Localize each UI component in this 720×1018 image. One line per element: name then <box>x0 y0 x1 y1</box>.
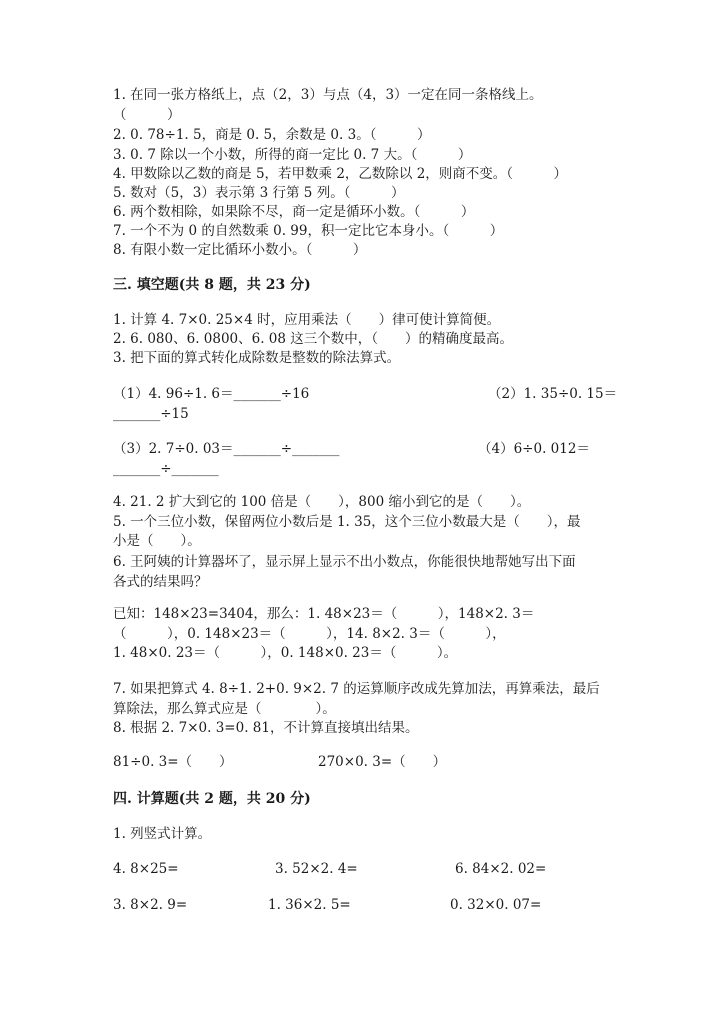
s3-q4: 4. 21. 2 扩大到它的 100 倍是（ ），800 缩小到它的是（ ）。 <box>113 494 531 510</box>
s3-q6-line3: 已知：148×23=3404，那么：1. 48×23＝（ ），148×2. 3＝ <box>113 606 535 622</box>
s3-q1: 1. 计算 4. 7×0. 25×4 时，应用乘法（ ）律可使计算简便。 <box>113 312 501 328</box>
calc-item: 0. 32×0. 07= <box>450 897 542 913</box>
judge-item-5: 5. 数对（5，3）表示第 3 行第 5 列。（ ） <box>113 185 405 201</box>
judge-item-3: 3. 0. 7 除以一个小数，所得的商一定比 0. 7 大。（ ） <box>113 147 472 163</box>
judge-item-7: 7. 一个不为 0 的自然数乘 0. 99，积一定比它本身小。（ ） <box>113 223 504 239</box>
calc-item: 6. 84×2. 02= <box>455 861 547 877</box>
s3-q5-line2: 小是（ ）。 <box>113 533 201 549</box>
s3-q8-b: 270×0. 3=（ ） <box>318 754 447 770</box>
s3-q3-part3: （3）2. 7÷0. 03＝_______÷_______ <box>113 441 340 457</box>
s3-q3-part2: （2）1. 35÷0. 15＝ <box>488 386 618 402</box>
section3-heading: 三. 填空题(共 8 题，共 23 分) <box>113 277 311 293</box>
s3-q3-part1: （1）4. 96÷1. 6＝_______÷16 <box>113 386 310 402</box>
s3-q6-line4: （ ），0. 148×23＝（ ），14. 8×2. 3＝（ ）， <box>113 626 506 642</box>
s3-q8-a: 81÷0. 3=（ ） <box>113 754 233 770</box>
s3-q6-line5: 1. 48×0. 23＝（ ），0. 148×0. 23＝（ ）。 <box>113 645 458 661</box>
s3-q6-line1: 6. 王阿姨的计算器坏了，显示屏上显示不出小数点，你能很快地帮她写出下面 <box>113 554 576 570</box>
judge-item-8: 8. 有限小数一定比循环小数小。（ ） <box>113 242 367 258</box>
s3-q8: 8. 根据 2. 7×0. 3=0. 81，不计算直接填出结果。 <box>113 720 419 736</box>
judge-item-2: 2. 0. 78÷1. 5，商是 0. 5，余数是 0. 3。（ ） <box>113 127 431 143</box>
section4-heading: 四. 计算题(共 2 题，共 20 分) <box>113 791 311 807</box>
s4-q1: 1. 列竖式计算。 <box>113 826 212 842</box>
s3-q2: 2. 6. 080、6. 0800、6. 08 这三个数中，（ ）的精确度最高。 <box>113 331 514 347</box>
calc-item: 3. 52×2. 4= <box>275 861 358 877</box>
judge-item-1: 1. 在同一张方格纸上，点（2，3）与点（4，3）一定在同一条格线上。 <box>113 87 543 103</box>
s3-q5-line1: 5. 一个三位小数，保留两位小数后是 1. 35，这个三位小数最大是（ ），最 <box>113 514 581 530</box>
s3-q3: 3. 把下面的算式转化成除数是整数的除法算式。 <box>113 350 401 366</box>
s3-q3-part2-cont: _______÷15 <box>113 406 189 422</box>
s3-q7-line1: 7. 如果把算式 4. 8÷1. 2+0. 9×2. 7 的运算顺序改成先算加法，再算乘法，最后 <box>113 681 600 697</box>
calc-item: 1. 36×2. 5= <box>268 897 351 913</box>
judge-item-1-blank: （ ） <box>113 107 181 123</box>
s3-q3-part4-cont: _______÷_______ <box>113 461 219 477</box>
judge-item-6: 6. 两个数相除，如果除不尽，商一定是循环小数。（ ） <box>113 204 475 220</box>
s3-q6-line2: 各式的结果吗？ <box>113 574 208 590</box>
calc-item: 4. 8×25= <box>113 861 179 877</box>
s3-q7-line2: 算除法，那么算式应是（ ）。 <box>113 701 336 717</box>
judge-item-4: 4. 甲数除以乙数的商是 5，若甲数乘 2，乙数除以 2，则商不变。（ ） <box>113 166 568 182</box>
s3-q3-part4: （4）6÷0. 012＝ <box>478 441 590 457</box>
calc-item: 3. 8×2. 9= <box>113 897 188 913</box>
